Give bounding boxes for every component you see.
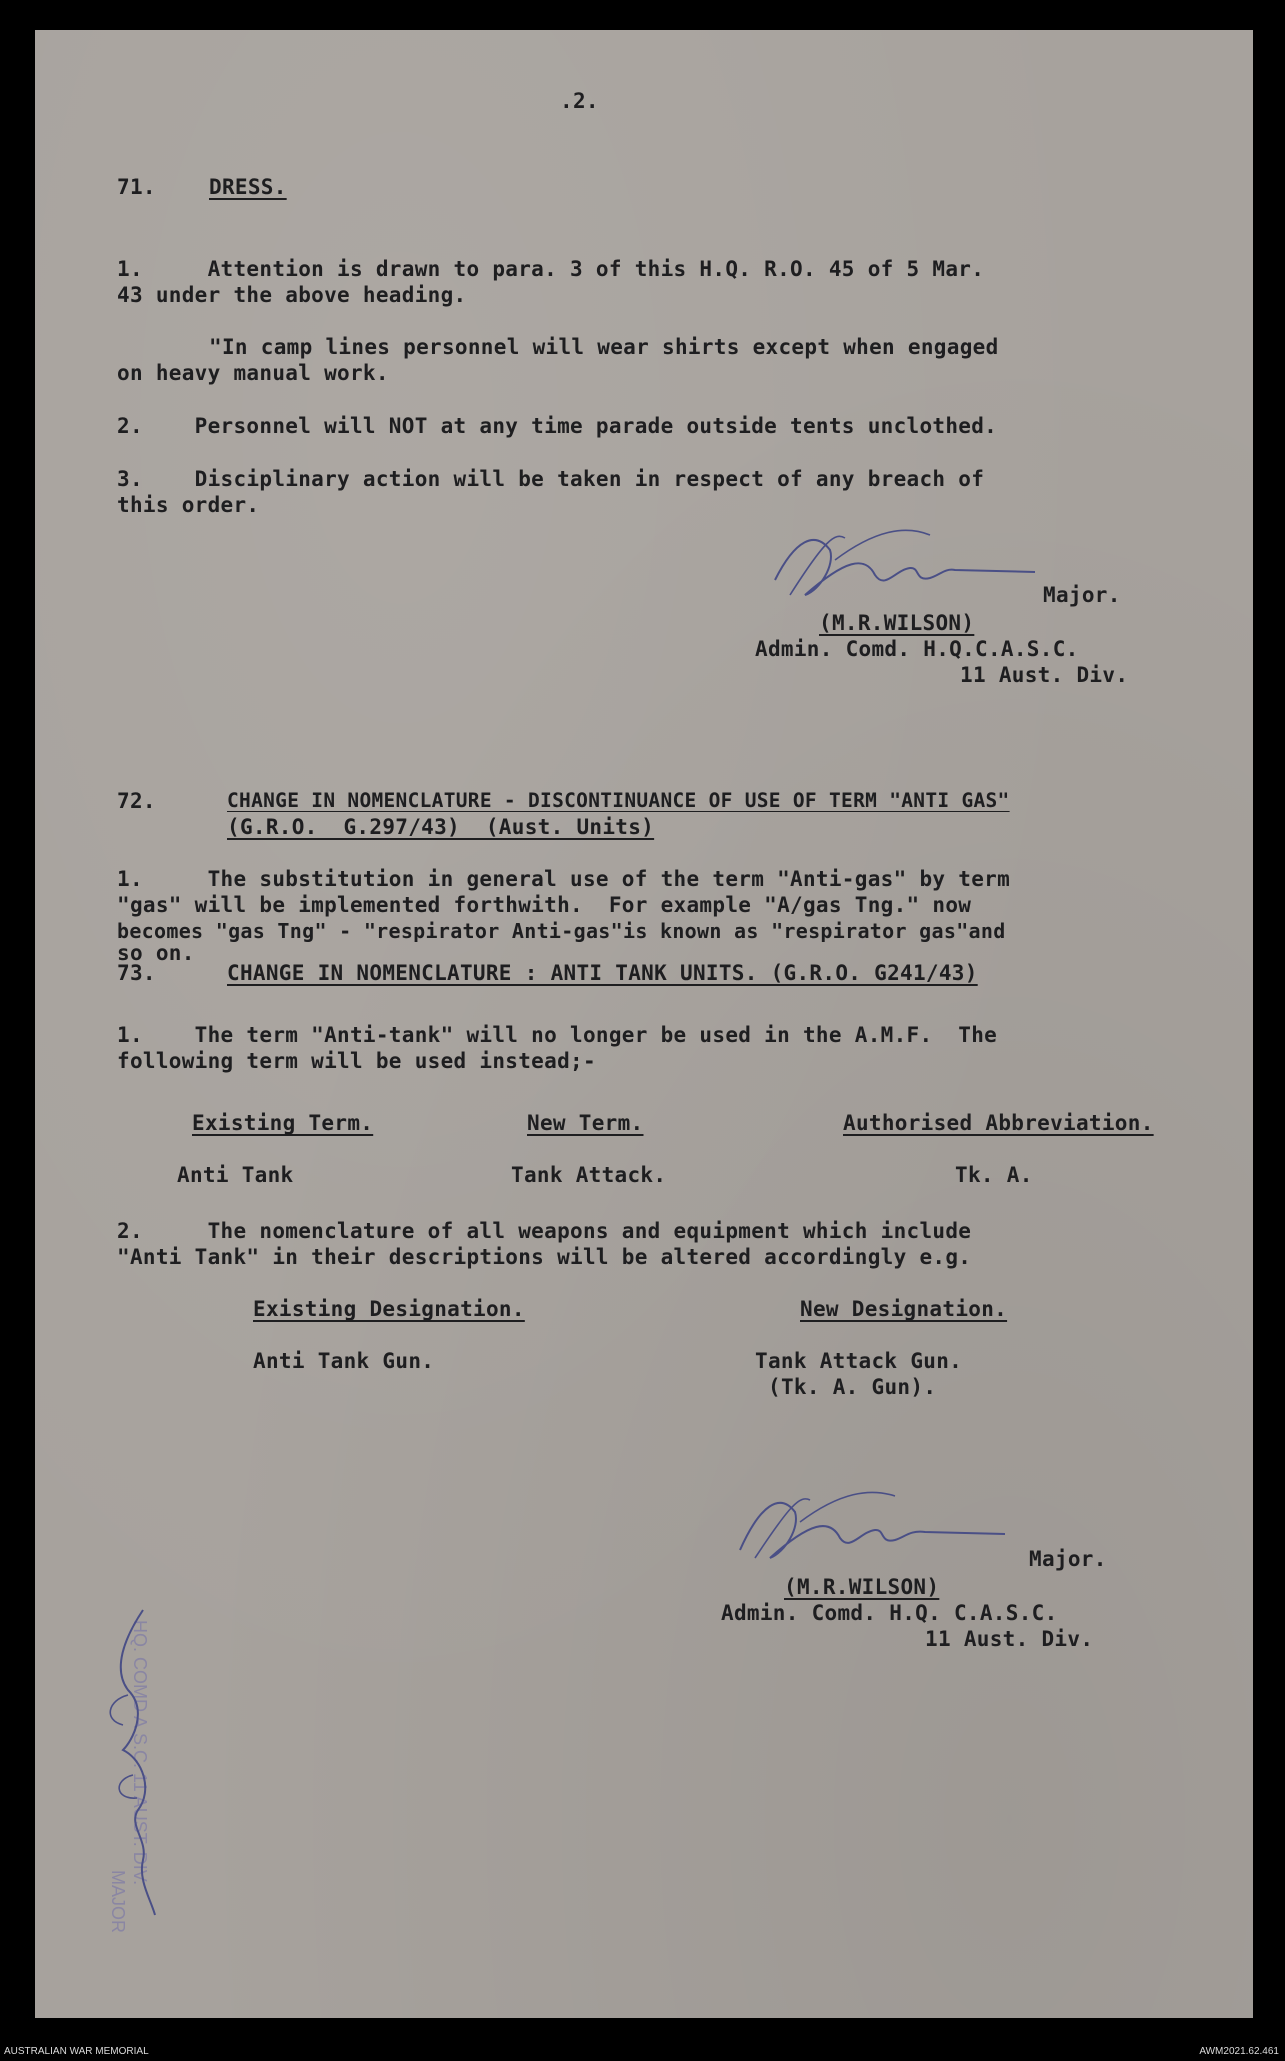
section-71-para3-line1: 3. Disciplinary action will be taken in respect of any breach of <box>117 467 985 491</box>
table1-cell-new: Tank Attack. <box>511 1163 667 1187</box>
table2-header-existing: Existing Designation. <box>253 1297 525 1321</box>
section-73-para2-line2: "Anti Tank" in their descriptions will be altered accordingly e.g. <box>117 1245 972 1269</box>
section-71-para3-line2: this order. <box>117 493 260 517</box>
signature-2-line2: 11 Aust. Div. <box>925 1627 1094 1651</box>
footer-right: AWM2021.62.461 <box>1199 2046 1279 2057</box>
stamp-line-2: HQ. COMD A.S.C. 11 AUST. DIV. <box>130 1620 150 1886</box>
table1-header-new: New Term. <box>527 1111 644 1135</box>
section-71-quote-line1: "In camp lines personnel will wear shirts except when engaged <box>209 335 999 359</box>
page-number: .2. <box>560 89 599 113</box>
table1-cell-existing: Anti Tank <box>177 1163 294 1187</box>
table1-cell-abbreviation: Tk. A. <box>955 1163 1033 1187</box>
section-72-para1-line1: 1. The substitution in general use of the term "Anti-gas" by term <box>117 867 1011 891</box>
section-71-para2: 2. Personnel will NOT at any time parade outside tents unclothed. <box>117 414 998 438</box>
table1-header-existing: Existing Term. <box>192 1111 374 1135</box>
table2-cell-existing: Anti Tank Gun. <box>253 1349 435 1373</box>
section-73-para1-line2: following term will be used instead;- <box>117 1049 596 1073</box>
table2-cell-new-line1: Tank Attack Gun. <box>755 1349 963 1373</box>
section-73-heading: CHANGE IN NOMENCLATURE : ANTI TANK UNITS. (G.R.O. G241/43) <box>227 961 978 985</box>
section-71-para1-line2: 43 under the above heading. <box>117 283 467 307</box>
section-72-para1-line2: "gas" will be implemented forthwith. For example "A/gas Tng." now <box>117 893 972 917</box>
signature-1-line2: 11 Aust. Div. <box>960 663 1129 687</box>
section-71-heading: DRESS. <box>209 175 287 199</box>
section-71-quote-line2: on heavy manual work. <box>117 361 389 385</box>
signature-2-rank: Major. <box>1029 1547 1107 1571</box>
section-72-para1-line4: so on. <box>117 941 195 965</box>
stamp-signature <box>93 1600 173 1920</box>
section-73-para1-line1: 1. The term "Anti-tank" will no longer be used in the A.M.F. The <box>117 1023 998 1047</box>
footer-left: AUSTRALIAN WAR MEMORIAL <box>4 2046 149 2057</box>
table2-header-new: New Designation. <box>800 1297 1008 1321</box>
section-73-number: 73. <box>117 961 156 985</box>
table2-cell-new-line2: (Tk. A. Gun). <box>768 1375 937 1399</box>
section-71-number: 71. <box>117 175 156 199</box>
stamp-line-1: MAJOR <box>108 1870 128 1933</box>
table1-header-abbreviation: Authorised Abbreviation. <box>843 1111 1154 1135</box>
section-72-heading-line2: (G.R.O. G.297/43) (Aust. Units) <box>227 815 655 839</box>
section-72-number: 72. <box>117 789 156 813</box>
signature-1-line1: Admin. Comd. H.Q.C.A.S.C. <box>755 637 1079 661</box>
signature-1-name: (M.R.WILSON) <box>819 611 975 635</box>
signature-2-name: (M.R.WILSON) <box>784 1575 940 1599</box>
section-72-heading-line1: CHANGE IN NOMENCLATURE - DISCONTINUANCE OF USE OF TERM "ANTI GAS" <box>227 789 1010 812</box>
signature-1-rank: Major. <box>1043 583 1121 607</box>
section-72-para1-line3: becomes "gas Tng" - "respirator Anti-gas"is known as "respirator gas"and <box>117 919 1006 943</box>
section-71-para1-line1: 1. Attention is drawn to para. 3 of this H.Q. R.O. 45 of 5 Mar. <box>117 257 985 281</box>
document-page <box>35 30 1253 2018</box>
signature-2-line1: Admin. Comd. H.Q. C.A.S.C. <box>721 1601 1058 1625</box>
section-73-para2-line1: 2. The nomenclature of all weapons and equipment which include <box>117 1219 972 1243</box>
